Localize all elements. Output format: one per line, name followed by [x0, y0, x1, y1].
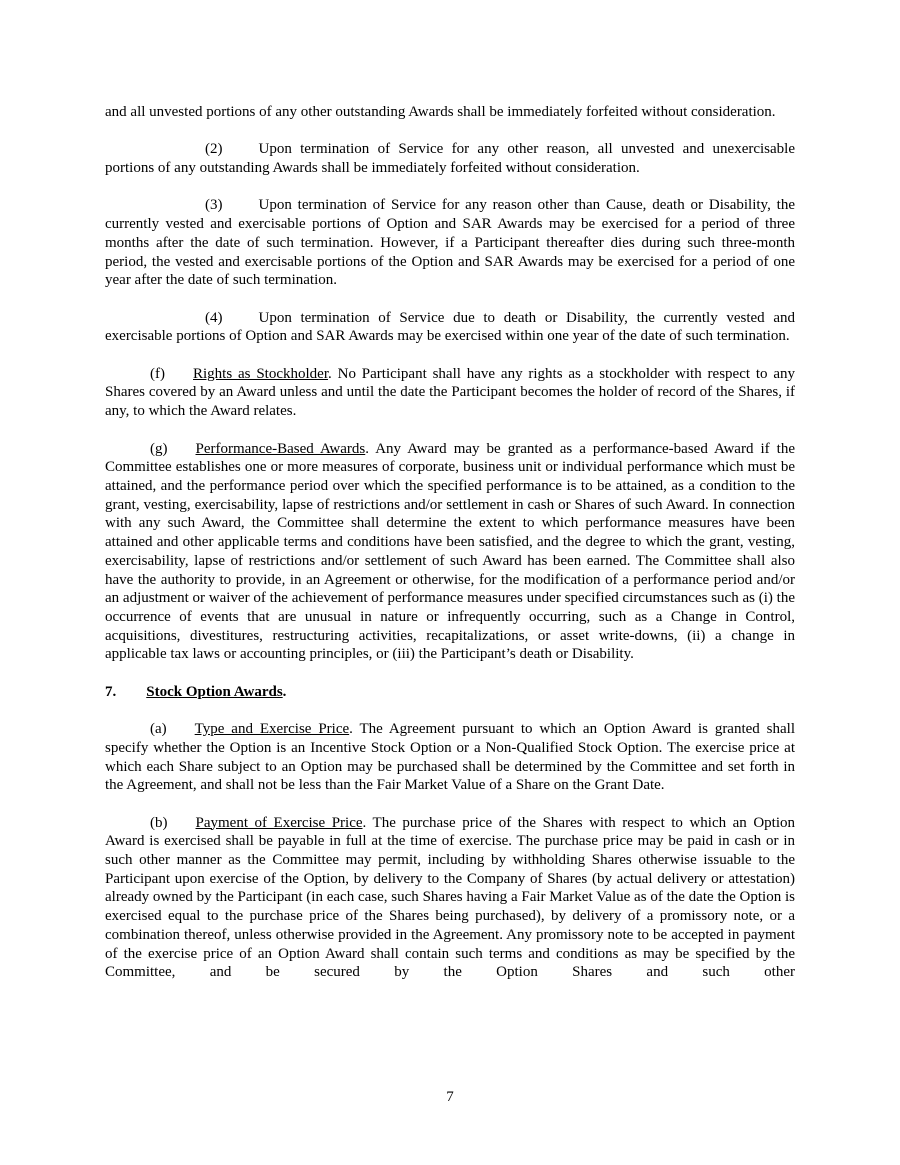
paragraph-text: The purchase price of the Shares with respect to which an Option Award is exercised shall be payable in full at the time of exercise. The purchase price may be paid in cash or in such other manner as the Committee may permit, including by withholding Shares otherwise issuable to the Participant upon exercise of the Option, by delivery to the Company of Shares (by actual delivery or attestation) already owned by the Participant (in each case, such Shares having a Fair Market Value as of the date the Option is exercised equal to the purchase price of the Shares being purchased), by delivery of a promissory note, or a combination thereof, unless otherwise provided in the Agreement. Any promissory note to be accepted in payment of the exercise price of an Option Award shall contain such terms and conditions as may be specified by the Committee, and be secured by the Option Shares and such other [105, 814, 795, 981]
clause-heading: Payment of Exercise Price [195, 814, 363, 831]
tab-spacer [165, 377, 193, 378]
section-number: 7. [105, 683, 117, 700]
tab-spacer [223, 208, 259, 209]
paragraph-a [105, 720, 795, 795]
paragraph-text: Upon termination of Service for any other reason, all unvested and unexercisable portions of any outstanding Awards shall be immediately forfeited without consideration. [105, 141, 795, 177]
paragraph-2 [105, 140, 795, 177]
section-heading-7 [105, 683, 795, 702]
tab-spacer [223, 152, 259, 153]
tab-spacer [116, 695, 146, 696]
paragraph-text: Upon termination of Service due to death or Disability, the currently vested and exercisable portions of Option and SAR Awards may be exercised within one year of the date of such termination. [105, 309, 795, 345]
paragraph-letter: (g) [150, 440, 168, 457]
paragraph-letter: (b) [150, 814, 168, 831]
tab-spacer [168, 452, 196, 453]
paragraph-letter: (f) [150, 365, 165, 382]
clause-heading-period: . [362, 814, 367, 831]
paragraph-text: Upon termination of Service for any reason other than Cause, death or Disability, the currently vested and exercisable portions of Option and SAR Awards may be exercised for a period of three months after the date of such termination. However, if a Participant thereafter dies during such three-month period, the vested and exercisable portions of the Option and SAR Awards may be exercised for a period of one year after the date of such termination. [105, 197, 795, 289]
paragraph-number: (3) [205, 197, 223, 214]
paragraph-number: (2) [205, 141, 223, 158]
paragraph-text: Any Award may be granted as a performance-based Award if the Committee establishes one or more measures of corporate, business unit or individual performance which must be attained, and the performance period over which the specified performance is to be attained, as a condition to the grant, vesting, exercisability, lapse of restrictions and/or settlement in cash or Shares of such Award. In connection with any such Award, the Committee shall determine the extent to which performance measures have been attained and other applicable terms and conditions have been satisfied, and the degree to which the grant, vesting, exercisability, lapse of restrictions and/or settlement of such Award has been earned. The Committee shall also have the authority to provide, in an Agreement or otherwise, for the modification of a performance period and/or an adjustment or waiver of the achievement of performance measures under specified circumstances such as (i) the occurrence of events that are unusual in nature or infrequently occurring, such as a Change in Control, acquisitions, divestitures, restructuring activities, recapitalizations, or asset write-downs, (ii) a change in applicable tax laws or accounting principles, or (iii) the Participant’s death or Disability. [105, 440, 795, 663]
clause-heading-period: . [365, 440, 369, 457]
paragraph-number: (4) [205, 309, 223, 326]
document-body [105, 103, 795, 982]
paragraph-b [105, 814, 795, 982]
tab-spacer [223, 321, 259, 322]
paragraph-3 [105, 196, 795, 290]
page-footer [0, 1088, 900, 1107]
clause-heading: Rights as Stockholder [193, 365, 329, 382]
paragraph-continuation [105, 103, 795, 122]
paragraph-letter: (a) [150, 721, 167, 738]
tab-spacer [167, 732, 195, 733]
paragraph-4 [105, 309, 795, 346]
section-title-period: . [282, 683, 287, 700]
clause-heading: Performance-Based Awards [195, 440, 366, 457]
paragraph-g [105, 440, 795, 664]
paragraph-text: No Participant shall have any rights as a stockholder with respect to any Shares covered by an Award unless and until the date the Participant becomes the holder of record of the Shares, if any, to which the Award relates. [105, 365, 796, 420]
paragraph-text: The Agreement pursuant to which an Option Award is granted shall specify whether the Option is an Incentive Stock Option or a Non-Qualified Stock Option. The exercise price at which each Share subject to an Option may be purchased shall be determined by the Committee and set forth in the Agreement, and shall not be less than the Fair Market Value of a Share on the Grant Date. [105, 721, 795, 794]
tab-spacer [168, 826, 196, 827]
paragraph-text: and all unvested portions of any other outstanding Awards shall be immediately forfeited without consideration. [105, 104, 776, 120]
clause-heading: Type and Exercise Price [194, 721, 350, 738]
clause-heading-period: . [349, 721, 353, 738]
clause-heading-period: . [328, 365, 332, 382]
page-number: 7 [446, 1089, 454, 1105]
paragraph-f [105, 365, 795, 421]
section-title: Stock Option Awards [146, 683, 283, 700]
